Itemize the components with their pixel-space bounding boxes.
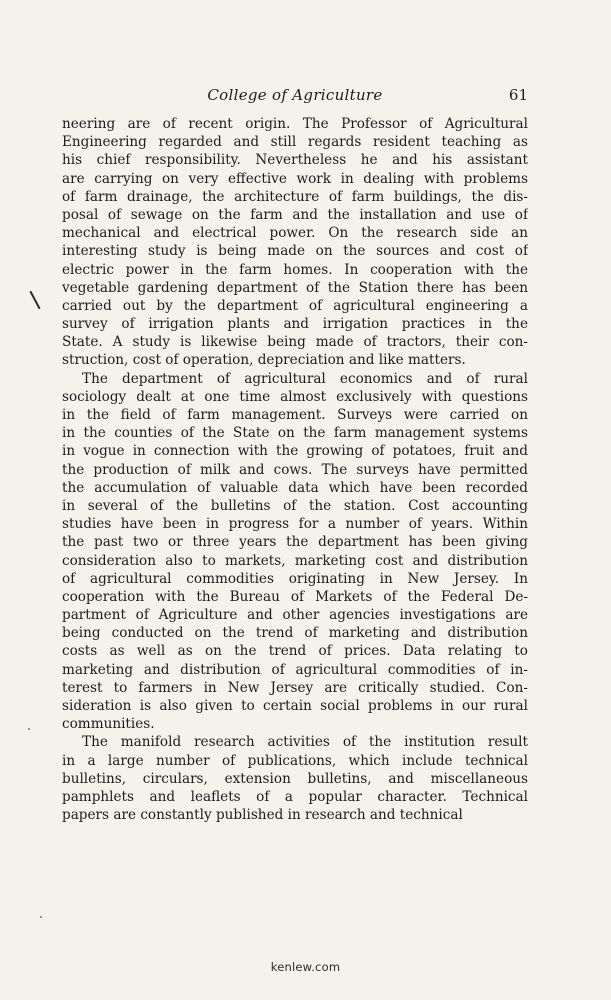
text-line: bulletins, circulars, extension bulletins, and miscellaneous (62, 770, 528, 787)
text-line: consideration also to markets, marketing cost and distribution (62, 552, 528, 569)
text-line: pamphlets and leaflets of a popular character. Technical (62, 788, 528, 805)
text-line: in the field of farm management. Surveys were carried on (62, 407, 528, 423)
text-line: in a large number of publications, which include technical (62, 752, 528, 769)
text-line: papers are constantly published in research and technical (62, 807, 463, 824)
text-line: costs as well as on the trend of prices. Data relating to (62, 643, 528, 660)
text-line: sociology dealt at one time almost exclusively with questions (62, 388, 528, 405)
text-line: of farm drainage, the architecture of farm buildings, the dis- (62, 188, 528, 205)
text-line: the production of milk and cows. The surveys have permitted (62, 461, 528, 478)
text-line: terest to farmers in New Jersey are critically studied. Con- (62, 679, 528, 696)
paragraph (62, 733, 528, 824)
text-line: cooperation with the Bureau of Markets of the Federal De- (62, 588, 528, 605)
text-line: posal of sewage on the farm and the installation and use of (62, 206, 528, 223)
text-line: neering are of recent origin. The Professor of Agricultural (62, 116, 528, 132)
running-head (62, 86, 528, 108)
text-line: mechanical and electrical power. On the research side an (62, 225, 528, 242)
text-line: struction, cost of operation, depreciation and like matters. (62, 352, 466, 369)
text-line: the accumulation of valuable data which have been recorded (62, 479, 528, 496)
text-line: The manifold research activities of the institution result (82, 734, 528, 751)
text-line: survey of irrigation plants and irrigation practices in the (62, 316, 528, 333)
text-line: Engineering regarded and still regards resident teaching as (62, 134, 528, 151)
text-line: in vogue in connection with the growing of potatoes, fruit and (62, 443, 528, 460)
paper-speck (40, 916, 42, 918)
paragraph (62, 370, 528, 734)
text-line: The department of agricultural economics and of rural (82, 370, 528, 387)
paragraph (62, 115, 528, 370)
text-line: interesting study is being made on the sources and cost of (62, 243, 528, 260)
margin-pencil-mark (29, 291, 40, 310)
paper-speck (28, 728, 30, 730)
page-number: 61 (508, 86, 528, 104)
text-line: are carrying on very effective work in dealing with problems (62, 170, 528, 187)
running-title: College of Agriculture (207, 86, 383, 104)
text-line: sideration is also given to certain social problems in our rural (62, 698, 528, 714)
text-line: carried out by the department of agricultural engineering a (62, 297, 528, 314)
text-line: communities. (62, 716, 155, 733)
watermark-text: kenlew.com (270, 960, 341, 974)
text-line: marketing and distribution of agricultural commodities of in- (62, 661, 528, 678)
text-line: partment of Agriculture and other agencies investigations are (62, 607, 528, 624)
text-line: being conducted on the trend of marketing and distribution (62, 625, 528, 642)
text-line: vegetable gardening department of the Station there has been (62, 279, 528, 296)
text-line: in several of the bulletins of the station. Cost accounting (62, 497, 528, 514)
body-text (62, 115, 528, 824)
text-line: in the counties of the State on the farm management systems (62, 425, 528, 442)
text-line: State. A study is likewise being made of tractors, their con- (62, 334, 528, 351)
text-line: of agricultural commodities originating in New Jersey. In (62, 570, 528, 587)
text-line: his chief responsibility. Nevertheless he and his assistant (62, 152, 528, 169)
text-line: studies have been in progress for a number of years. Within (62, 516, 528, 533)
text-line: the past two or three years the department has been giving (62, 534, 528, 551)
text-line: electric power in the farm homes. In cooperation with the (62, 261, 528, 278)
